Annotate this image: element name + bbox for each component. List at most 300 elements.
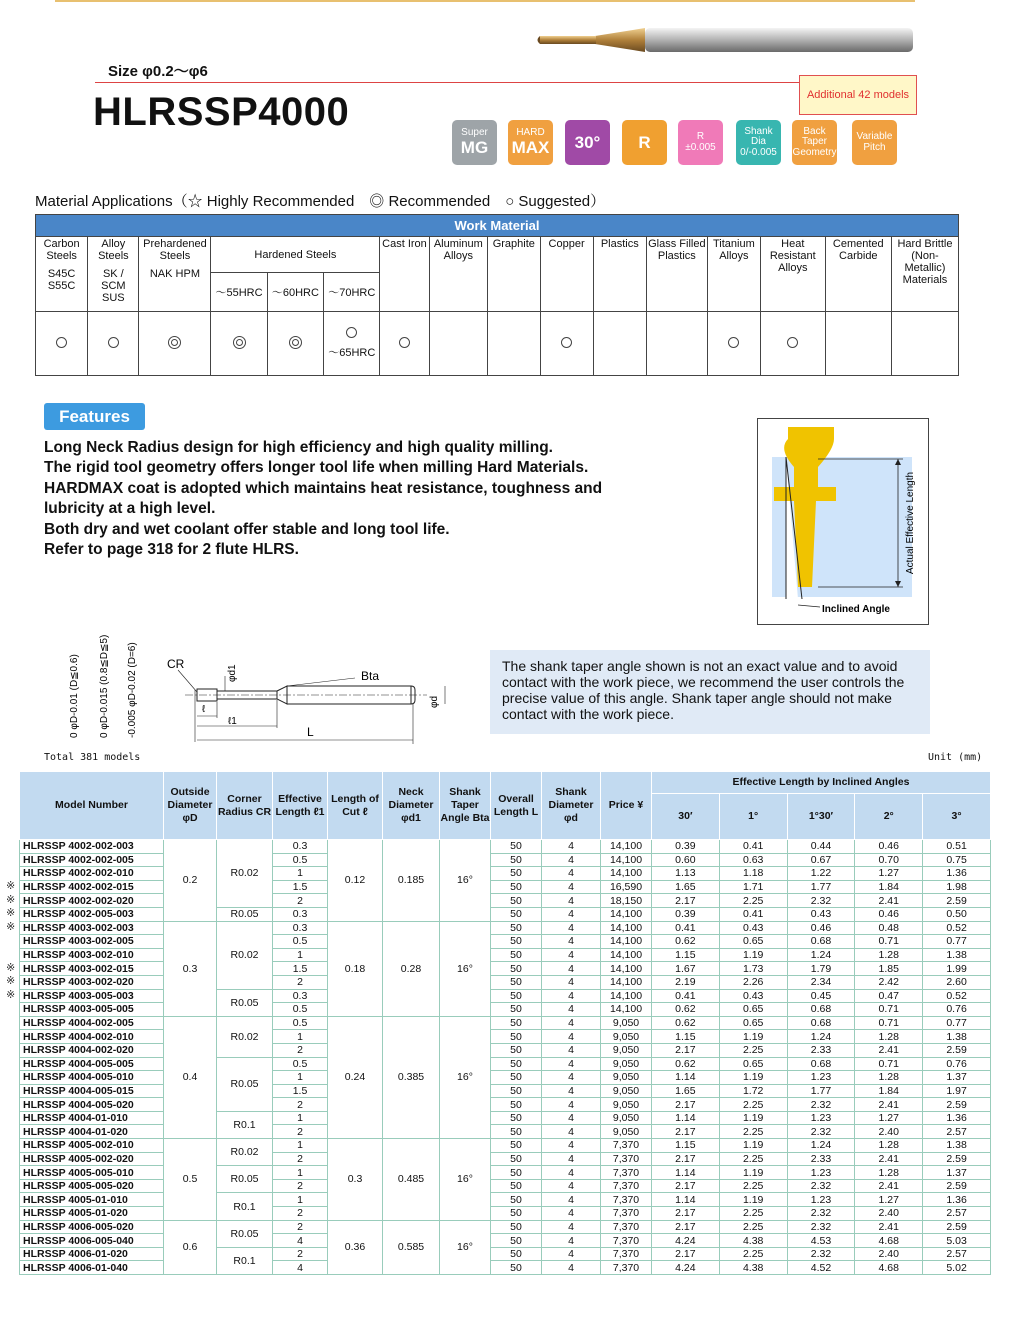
overall-length: 50 xyxy=(491,1234,542,1248)
model-number: HLRSSP 4003-002-015 xyxy=(20,962,164,976)
suggested-icon xyxy=(399,337,410,348)
inclined-effective-length: 0.65 xyxy=(719,1057,787,1071)
shank-dia-icon xyxy=(736,120,781,165)
price: 7,370 xyxy=(601,1220,652,1234)
inclined-effective-length: 2.41 xyxy=(855,1220,923,1234)
length-of-cut: 0.24 xyxy=(328,1016,383,1138)
shank-diameter: 4 xyxy=(542,1247,601,1261)
material-col-header: Carbon Steels S45C S55C xyxy=(36,237,88,312)
size-label: Size φ0.2～φ6 xyxy=(108,63,208,80)
inclined-effective-length: 4.38 xyxy=(719,1234,787,1248)
material-rating xyxy=(267,312,323,376)
inclined-effective-length: 1.14 xyxy=(652,1166,720,1180)
effective-length: 0.5 xyxy=(273,1057,328,1071)
badge-main-text: MG xyxy=(460,137,489,157)
model-number: HLRSSP 4003-005-003 xyxy=(20,989,164,1003)
price: 14,100 xyxy=(601,935,652,949)
inclined-effective-length: 1.13 xyxy=(652,867,720,881)
suggested-icon xyxy=(108,337,119,348)
effective-length: 2 xyxy=(273,1125,328,1139)
actual-effective-length-label: Actual Effective Length xyxy=(905,471,916,575)
corner-radius: R0.02 xyxy=(217,840,273,908)
inclined-effective-length: 1.19 xyxy=(719,1166,787,1180)
price: 7,370 xyxy=(601,1152,652,1166)
feature-line: The rigid tool geometry offers longer tool life when milling Hard Materials. xyxy=(44,459,589,477)
effective-length: 0.5 xyxy=(273,935,328,949)
inclined-effective-length: 2.25 xyxy=(719,894,787,908)
overall-length: 50 xyxy=(491,1003,542,1017)
inclined-effective-length: 1.28 xyxy=(855,1166,923,1180)
overall-length: 50 xyxy=(491,894,542,908)
material-table xyxy=(35,214,959,376)
feature-line: Both dry and wet coolant offer stable and long tool life. xyxy=(44,520,450,538)
features-text xyxy=(44,438,644,560)
inclined-effective-length: 2.32 xyxy=(787,1098,855,1112)
overall-length: 50 xyxy=(491,921,542,935)
inclined-effective-length: 1.85 xyxy=(855,962,923,976)
price: 9,050 xyxy=(601,1098,652,1112)
inclined-effective-length: 2.25 xyxy=(719,1247,787,1261)
shank-diameter: 4 xyxy=(542,1193,601,1207)
inclined-effective-length: 0.45 xyxy=(787,989,855,1003)
inclined-effective-length: 1.67 xyxy=(652,962,720,976)
effective-length: 0.5 xyxy=(273,1003,328,1017)
bta-label: Bta xyxy=(361,669,380,683)
model-number: HLRSSP 4004-01-020 xyxy=(20,1125,164,1139)
price: 14,100 xyxy=(601,867,652,881)
material-rating xyxy=(139,312,211,376)
material-rating xyxy=(88,312,139,376)
badge-main-text: ±0.005 xyxy=(685,141,716,153)
inclined-effective-length: 0.41 xyxy=(719,840,787,854)
inclined-effective-length: 1.27 xyxy=(855,867,923,881)
shank-diameter: 4 xyxy=(542,907,601,921)
inclined-effective-length: 1.28 xyxy=(855,1071,923,1085)
suggested-icon xyxy=(561,337,572,348)
inclined-effective-length: 1.14 xyxy=(652,1071,720,1085)
shank-taper-angle: 16° xyxy=(440,840,491,922)
effective-length: 1 xyxy=(273,948,328,962)
shank-taper-angle: 16° xyxy=(440,921,491,1016)
suggested-icon xyxy=(346,327,357,338)
inclined-effective-length: 2.17 xyxy=(652,1043,720,1057)
inclined-effective-length: 4.38 xyxy=(719,1261,787,1275)
inclined-effective-length: 1.73 xyxy=(719,962,787,976)
inclined-effective-length: 0.46 xyxy=(787,921,855,935)
radius-tolerance-icon xyxy=(678,120,723,165)
model-number: HLRSSP 4003-002-010 xyxy=(20,948,164,962)
effective-length: 2 xyxy=(273,975,328,989)
badge-top-text: Variable xyxy=(856,131,893,142)
shank-diameter: 4 xyxy=(542,853,601,867)
overall-length: 50 xyxy=(491,989,542,1003)
inclined-effective-length: 1.77 xyxy=(787,1084,855,1098)
effective-length: 1 xyxy=(273,1111,328,1125)
inclined-effective-length: 2.17 xyxy=(652,1125,720,1139)
header-effective-length-inclined: Effective Length by Inclined Angles xyxy=(652,772,991,794)
overall-length: 50 xyxy=(491,1016,542,1030)
inclined-effective-length: 2.32 xyxy=(787,1125,855,1139)
inclined-effective-length: 2.19 xyxy=(652,975,720,989)
inclined-effective-length: 0.71 xyxy=(855,935,923,949)
inclined-effective-length: 2.25 xyxy=(719,1179,787,1193)
effective-length: 1 xyxy=(273,1139,328,1153)
model-number: HLRSSP 4002-002-015 xyxy=(20,880,164,894)
inclined-effective-length: 2.57 xyxy=(923,1125,991,1139)
badge-main-text: Geometry xyxy=(792,146,837,158)
header-shank-diameter: Shank Diameter φd xyxy=(542,772,601,840)
material-col-header: Prehardened Steels NAK HPM xyxy=(139,237,211,312)
specification-table xyxy=(19,771,991,1275)
top-rule xyxy=(55,0,915,2)
overall-length: 50 xyxy=(491,1139,542,1153)
inclined-effective-length: 0.77 xyxy=(923,1016,991,1030)
recommended-icon xyxy=(168,336,181,349)
effective-length: 2 xyxy=(273,1207,328,1221)
price: 9,050 xyxy=(601,1030,652,1044)
shank-diameter: 4 xyxy=(542,1016,601,1030)
effective-length: 4 xyxy=(273,1234,328,1248)
overall-length: 50 xyxy=(491,1166,542,1180)
overall-length: 50 xyxy=(491,1043,542,1057)
inclined-effective-length: 0.68 xyxy=(787,1016,855,1030)
inclined-effective-length: 1.24 xyxy=(787,948,855,962)
overall-length: 50 xyxy=(491,1125,542,1139)
inclined-effective-length: 0.76 xyxy=(923,1003,991,1017)
outside-diameter: 0.3 xyxy=(164,921,217,1016)
shank-taper-angle: 16° xyxy=(440,1139,491,1221)
overall-length: 50 xyxy=(491,867,542,881)
inclined-effective-length: 1.18 xyxy=(719,867,787,881)
additional-models-badge: Additional 42 models xyxy=(799,75,917,115)
effective-length: 1 xyxy=(273,1030,328,1044)
recommended-icon xyxy=(233,336,246,349)
corner-radius: R0.05 xyxy=(217,1220,273,1247)
model-number: HLRSSP 4004-002-005 xyxy=(20,1016,164,1030)
feature-line: Long Neck Radius design for high efficiency and high quality milling. xyxy=(44,439,553,456)
helix-30-icon xyxy=(565,120,610,165)
inclined-effective-length: 2.32 xyxy=(787,1220,855,1234)
inclined-effective-length: 4.52 xyxy=(787,1261,855,1275)
price: 9,050 xyxy=(601,1071,652,1085)
table-row xyxy=(20,840,991,854)
model-number: HLRSSP 4003-002-003 xyxy=(20,921,164,935)
inclined-effective-length: 0.44 xyxy=(787,840,855,854)
material-rating xyxy=(760,312,825,376)
inclined-effective-length: 1.36 xyxy=(923,1193,991,1207)
inclined-effective-length: 1.15 xyxy=(652,1030,720,1044)
material-col-header: Glass Filled Plastics xyxy=(646,237,707,312)
overall-length: 50 xyxy=(491,1071,542,1085)
radius-icon xyxy=(622,120,667,165)
inclined-effective-length: 2.41 xyxy=(855,1179,923,1193)
overall-length: 50 xyxy=(491,962,542,976)
inclined-effective-length: 2.32 xyxy=(787,1179,855,1193)
price: 9,050 xyxy=(601,1084,652,1098)
length-of-cut-label: ℓ xyxy=(202,704,206,715)
material-col-header: Aluminum Alloys xyxy=(429,237,488,312)
inclined-effective-length: 4.68 xyxy=(855,1261,923,1275)
inclined-effective-length: 2.32 xyxy=(787,894,855,908)
inclined-effective-length: 0.71 xyxy=(855,1057,923,1071)
inclined-effective-length: 2.42 xyxy=(855,975,923,989)
shank-diameter: 4 xyxy=(542,1057,601,1071)
model-number: HLRSSP 4005-01-010 xyxy=(20,1193,164,1207)
shank-diameter: 4 xyxy=(542,1003,601,1017)
material-col-header: ～60HRC xyxy=(267,273,323,312)
inclined-effective-length: 2.59 xyxy=(923,1043,991,1057)
header-angle-3deg: 3° xyxy=(923,794,991,840)
shank-diameter: 4 xyxy=(542,867,601,881)
price: 14,100 xyxy=(601,962,652,976)
model-number: HLRSSP 4005-005-020 xyxy=(20,1179,164,1193)
inclined-effective-length: 2.41 xyxy=(855,1152,923,1166)
model-number: HLRSSP 4003-002-020 xyxy=(20,975,164,989)
inclined-effective-length: 0.62 xyxy=(652,935,720,949)
inclined-effective-length: 1.23 xyxy=(787,1193,855,1207)
header-price: Price ¥ xyxy=(601,772,652,840)
material-rating: ～65HRC xyxy=(324,312,380,376)
overall-length: 50 xyxy=(491,880,542,894)
shank-diameter: 4 xyxy=(542,962,601,976)
price: 7,370 xyxy=(601,1261,652,1275)
neck-diameter-label: φd1 xyxy=(227,664,238,682)
length-of-cut: 0.3 xyxy=(328,1139,383,1221)
material-col-header: Titanium Alloys xyxy=(707,237,760,312)
material-rating xyxy=(707,312,760,376)
dimension-diagram xyxy=(55,620,455,748)
inclined-effective-length: 0.41 xyxy=(652,921,720,935)
effective-length: 2 xyxy=(273,1043,328,1057)
inclined-effective-length: 2.26 xyxy=(719,975,787,989)
new-model-mark: ※ xyxy=(6,989,16,1002)
price: 7,370 xyxy=(601,1234,652,1248)
inclined-effective-length: 1.19 xyxy=(719,948,787,962)
new-model-mark: ※ xyxy=(6,921,16,934)
shank-diameter: 4 xyxy=(542,975,601,989)
inclined-effective-length: 1.36 xyxy=(923,1111,991,1125)
inclined-effective-length: 1.19 xyxy=(719,1139,787,1153)
shank-diameter: 4 xyxy=(542,1234,601,1248)
header-outside-diameter: Outside Diameter φD xyxy=(164,772,217,840)
inclined-effective-length: 2.60 xyxy=(923,975,991,989)
inclined-effective-length: 1.28 xyxy=(855,948,923,962)
inclined-effective-length: 0.43 xyxy=(787,907,855,921)
header-length-of-cut: Length of Cut ℓ xyxy=(328,772,383,840)
inclined-effective-length: 2.40 xyxy=(855,1125,923,1139)
inclined-effective-length: 0.39 xyxy=(652,840,720,854)
overall-length: 50 xyxy=(491,1179,542,1193)
inclined-effective-length: 4.24 xyxy=(652,1261,720,1275)
shank-diameter: 4 xyxy=(542,1125,601,1139)
inclined-effective-length: 2.41 xyxy=(855,894,923,908)
overall-length: 50 xyxy=(491,1084,542,1098)
overall-length: 50 xyxy=(491,1247,542,1261)
effective-length: 1.5 xyxy=(273,880,328,894)
header-corner-radius: Corner Radius CR xyxy=(217,772,273,840)
material-col-header: ～70HRC xyxy=(324,273,380,312)
table-row xyxy=(20,1220,991,1234)
overall-length: 50 xyxy=(491,1030,542,1044)
inclined-effective-length: 0.65 xyxy=(719,1003,787,1017)
price: 14,100 xyxy=(601,1003,652,1017)
back-taper-icon xyxy=(792,120,837,165)
inclined-effective-length: 0.51 xyxy=(923,840,991,854)
overall-length: 50 xyxy=(491,1261,542,1275)
inclined-effective-length: 1.38 xyxy=(923,1030,991,1044)
overall-length: 50 xyxy=(491,975,542,989)
neck-diameter: 0.185 xyxy=(383,840,440,922)
price: 14,100 xyxy=(601,907,652,921)
model-number: HLRSSP 4002-002-010 xyxy=(20,867,164,881)
inclined-effective-length: 1.15 xyxy=(652,1139,720,1153)
inclined-effective-length: 1.24 xyxy=(787,1030,855,1044)
inclined-effective-length: 0.75 xyxy=(923,853,991,867)
effective-length: 0.5 xyxy=(273,853,328,867)
new-model-mark: ※ xyxy=(6,961,16,974)
shank-diameter: 4 xyxy=(542,894,601,908)
material-rating xyxy=(488,312,540,376)
price: 9,050 xyxy=(601,1057,652,1071)
material-col-header: ～55HRC xyxy=(211,273,267,312)
inclined-effective-length: 0.62 xyxy=(652,1003,720,1017)
shank-diameter: 4 xyxy=(542,1179,601,1193)
overall-length: 50 xyxy=(491,948,542,962)
shank-diameter: 4 xyxy=(542,948,601,962)
model-number: HLRSSP 4006-01-020 xyxy=(20,1247,164,1261)
model-number: HLRSSP 4002-005-003 xyxy=(20,907,164,921)
model-number: HLRSSP 4005-01-020 xyxy=(20,1207,164,1221)
overall-length: 50 xyxy=(491,1193,542,1207)
shank-diameter: 4 xyxy=(542,1030,601,1044)
shank-diameter: 4 xyxy=(542,989,601,1003)
inclined-effective-length: 2.25 xyxy=(719,1220,787,1234)
outside-diameter: 0.5 xyxy=(164,1139,217,1221)
shank-diameter: 4 xyxy=(542,1261,601,1275)
inclined-effective-length: 4.24 xyxy=(652,1234,720,1248)
material-applications-label: Material Applications（☆ Highly Recommended ◎ Recommended ○ Suggested） xyxy=(35,193,606,210)
inclined-angle-label: Inclined Angle xyxy=(822,604,890,615)
shank-diameter: 4 xyxy=(542,1084,601,1098)
inclined-effective-length: 2.25 xyxy=(719,1098,787,1112)
features-heading: Features xyxy=(44,403,145,430)
table-row xyxy=(20,921,991,935)
effective-length: 1.5 xyxy=(273,962,328,976)
header-neck-diameter: Neck Diameter φd1 xyxy=(383,772,440,840)
corner-radius: R0.02 xyxy=(217,1139,273,1166)
inclined-effective-length: 2.17 xyxy=(652,1179,720,1193)
work-material-header: Work Material xyxy=(36,215,959,237)
inclined-effective-length: 2.25 xyxy=(719,1152,787,1166)
length-of-cut: 0.12 xyxy=(328,840,383,922)
corner-radius: R0.05 xyxy=(217,907,273,921)
product-name: HLRSSP4000 xyxy=(93,90,350,134)
inclined-effective-length: 1.19 xyxy=(719,1071,787,1085)
shank-taper-angle: 16° xyxy=(440,1016,491,1138)
shank-diameter: 4 xyxy=(542,840,601,854)
material-col-header: Alloy Steels SK / SCM SUS xyxy=(88,237,139,312)
inclined-effective-length: 1.37 xyxy=(923,1071,991,1085)
inclined-effective-length: 1.99 xyxy=(923,962,991,976)
model-number: HLRSSP 4004-002-020 xyxy=(20,1043,164,1057)
header-shank-taper-angle: Shank Taper Angle Bta xyxy=(440,772,491,840)
badge-top-text: HARD xyxy=(516,127,545,139)
inclined-effective-length: 2.17 xyxy=(652,1247,720,1261)
neck-diameter: 0.485 xyxy=(383,1139,440,1221)
badge-top-text: R xyxy=(696,131,705,142)
shank-diameter: 4 xyxy=(542,1220,601,1234)
inclined-effective-length: 2.40 xyxy=(855,1247,923,1261)
inclined-effective-length: 0.46 xyxy=(855,840,923,854)
inclined-effective-length: 1.14 xyxy=(652,1193,720,1207)
total-models: Total 381 models xyxy=(44,752,141,763)
inclined-effective-length: 0.41 xyxy=(652,989,720,1003)
header-angle-1deg30: 1°30′ xyxy=(787,794,855,840)
hardened-steels-header: Hardened Steels xyxy=(211,237,380,273)
hardmax-icon xyxy=(508,120,553,165)
price: 14,100 xyxy=(601,948,652,962)
effective-length: 2 xyxy=(273,1220,328,1234)
shank-diameter: 4 xyxy=(542,935,601,949)
inclined-angle-diagram xyxy=(757,418,929,625)
outside-diameter: 0.6 xyxy=(164,1220,217,1274)
header-angle-30min: 30′ xyxy=(652,794,720,840)
header-rule xyxy=(95,82,800,83)
inclined-effective-length: 0.62 xyxy=(652,1057,720,1071)
price: 7,370 xyxy=(601,1207,652,1221)
price: 18,150 xyxy=(601,894,652,908)
inclined-effective-length: 1.23 xyxy=(787,1071,855,1085)
inclined-effective-length: 2.59 xyxy=(923,1098,991,1112)
inclined-effective-length: 2.59 xyxy=(923,1152,991,1166)
effective-length: 4 xyxy=(273,1261,328,1275)
model-number: HLRSSP 4004-002-010 xyxy=(20,1030,164,1044)
overall-length: 50 xyxy=(491,1111,542,1125)
inclined-effective-length: 1.28 xyxy=(855,1139,923,1153)
price: 14,100 xyxy=(601,853,652,867)
tolerance-label-3: -0.005 φD-0.02 (D=6) xyxy=(127,642,138,738)
shank-diameter: 4 xyxy=(542,1207,601,1221)
badge-top-text: Shank Dia xyxy=(744,125,773,148)
badge-top-text: Super xyxy=(461,127,488,139)
inclined-effective-length: 2.57 xyxy=(923,1207,991,1221)
suggested-icon xyxy=(56,337,67,348)
inclined-effective-length: 0.70 xyxy=(855,853,923,867)
inclined-effective-length: 0.52 xyxy=(923,989,991,1003)
inclined-effective-length: 1.23 xyxy=(787,1166,855,1180)
model-number: HLRSSP 4004-005-020 xyxy=(20,1098,164,1112)
inclined-effective-length: 1.37 xyxy=(923,1166,991,1180)
effective-length: 2 xyxy=(273,1152,328,1166)
model-number: HLRSSP 4006-005-020 xyxy=(20,1220,164,1234)
inclined-effective-length: 1.36 xyxy=(923,867,991,881)
feature-line: lubricity at a high level. xyxy=(44,500,216,518)
model-number: HLRSSP 4002-002-020 xyxy=(20,894,164,908)
corner-radius: R0.1 xyxy=(217,1247,273,1274)
inclined-effective-length: 1.84 xyxy=(855,880,923,894)
inclined-effective-length: 1.77 xyxy=(787,880,855,894)
inclined-effective-length: 2.32 xyxy=(787,1207,855,1221)
model-number: HLRSSP 4004-005-005 xyxy=(20,1057,164,1071)
inclined-effective-length: 0.43 xyxy=(719,989,787,1003)
material-rating xyxy=(211,312,267,376)
inclined-effective-length: 0.52 xyxy=(923,921,991,935)
inclined-effective-length: 1.38 xyxy=(923,948,991,962)
inclined-effective-length: 0.68 xyxy=(787,935,855,949)
recommended-icon xyxy=(289,336,302,349)
end-mill-image xyxy=(535,26,915,54)
effective-length: 1 xyxy=(273,1193,328,1207)
